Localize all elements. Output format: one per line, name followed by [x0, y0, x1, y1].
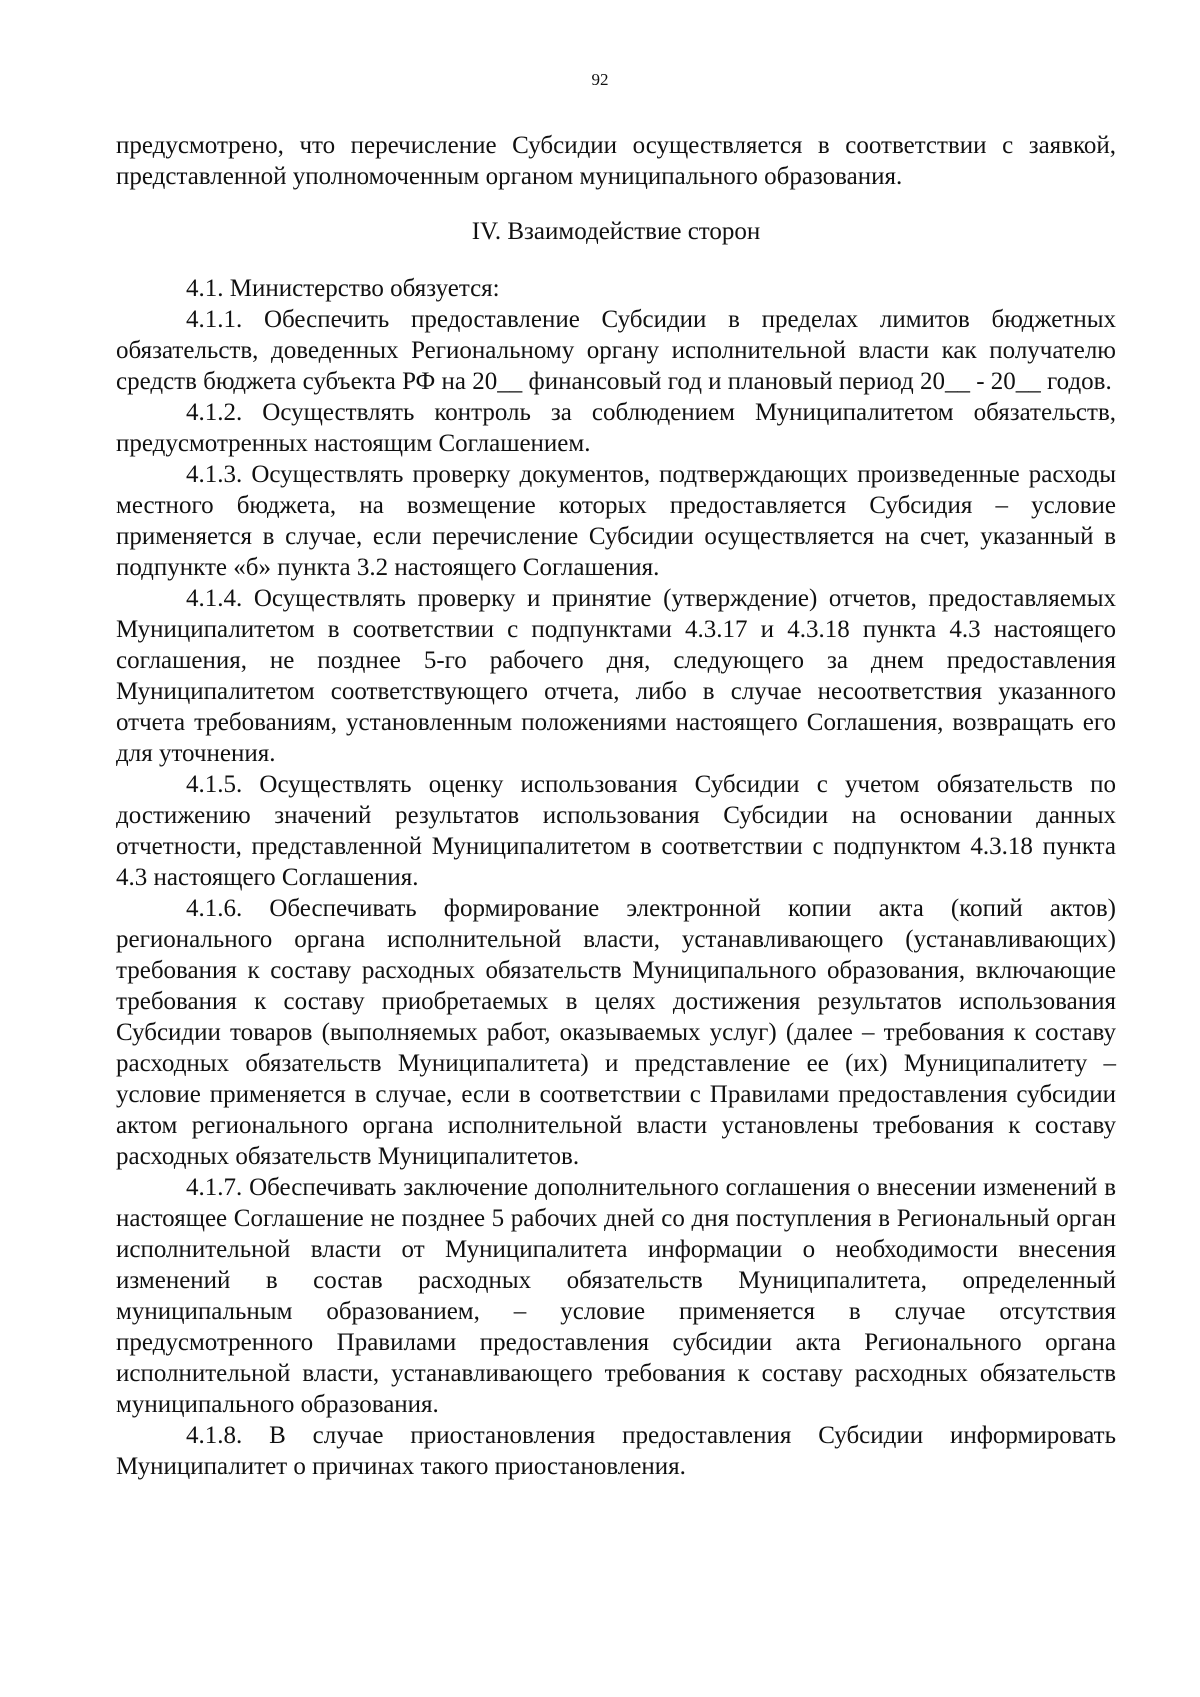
- document-body: [116, 130, 1116, 1482]
- paragraph-4-1-1: 4.1.1. Обеспечить предоставление Субсидии в пределах лимитов бюджетных обязательств, доведенных Региональному органу исполнительной власти как получателю средств бюджета субъекта РФ на 20__ финансовый год и плановый период 20__ - 20__ годов.: [116, 306, 1116, 395]
- paragraph-4-1: 4.1. Министерство обязуется:: [186, 275, 500, 302]
- paragraph-4-1-7: 4.1.7. Обеспечивать заключение дополнительного соглашения о внесении изменений в настоящее Соглашение не позднее 5 рабочих дней со дня поступления в Региональный орган исполнительной власти от Муниципалитета информации о необходимости внесения изменений в состав расходных обязательств Муниципалитета, определенный муниципальным образованием, – условие применяется в случае отсутствия предусмотренного Правилами предоставления субсидии акта Регионального органа исполнительной власти, устанавливающего требования к составу расходных обязательств муниципального образования.: [116, 1174, 1116, 1418]
- paragraph-4-1-2: 4.1.2. Осуществлять контроль за соблюдением Муниципалитетом обязательств, предусмотренных настоящим Соглашением.: [116, 399, 1116, 457]
- paragraph-4-1-3: 4.1.3. Осуществлять проверку документов, подтверждающих произведенные расходы местного бюджета, на возмещение которых предоставляется Субсидия – условие применяется в случае, если перечисление Субсидии осуществляется на счет, указанный в подпункте «б» пункта 3.2 настоящего Соглашения.: [116, 461, 1116, 581]
- section-heading: IV. Взаимодействие сторон: [471, 218, 761, 245]
- paragraph-4-1-6: 4.1.6. Обеспечивать формирование электронной копии акта (копий актов) регионального органа исполнительной власти, устанавливающего (устанавливающих) требования к составу расходных обязательств Муниципального образования, включающие требования к составу приобретаемых в целях достижения результатов использования Субсидии товаров (выполняемых работ, оказываемых услуг) (далее – требования к составу расходных обязательств Муниципалитета) и представление ее (их) Муниципалитету – условие применяется в случае, если в соответствии с Правилами предоставления субсидии актом регионального органа исполнительной власти установлены требования к составу расходных обязательств Муниципалитетов.: [116, 895, 1116, 1170]
- paragraph-4-1-8: 4.1.8. В случае приостановления предоставления Субсидии информировать Муниципалитет о причинах такого приостановления.: [116, 1422, 1116, 1480]
- paragraph-4-1-4: 4.1.4. Осуществлять проверку и принятие (утверждение) отчетов, предоставляемых Муниципалитетом в соответствии с подпунктами 4.3.17 и 4.3.18 пункта 4.3 настоящего соглашения, не позднее 5-го рабочего дня, следующего за днем предоставления Муниципалитетом соответствующего отчета, либо в случае несоответствия указанного отчета требованиям, установленным положениями настоящего Соглашения, возвращать его для уточнения.: [116, 585, 1116, 767]
- intro-paragraph: предусмотрено, что перечисление Субсидии осуществляется в соответствии с заявкой, представленной уполномоченным органом муниципального образования.: [116, 132, 1116, 190]
- page-number: 92: [591, 70, 609, 89]
- paragraph-4-1-5: 4.1.5. Осуществлять оценку использования Субсидии с учетом обязательств по достижению значений результатов использования Субсидии на основании данных отчетности, представленной Муниципалитетом в соответствии с подпунктом 4.3.18 пункта 4.3 настоящего Соглашения.: [116, 771, 1116, 891]
